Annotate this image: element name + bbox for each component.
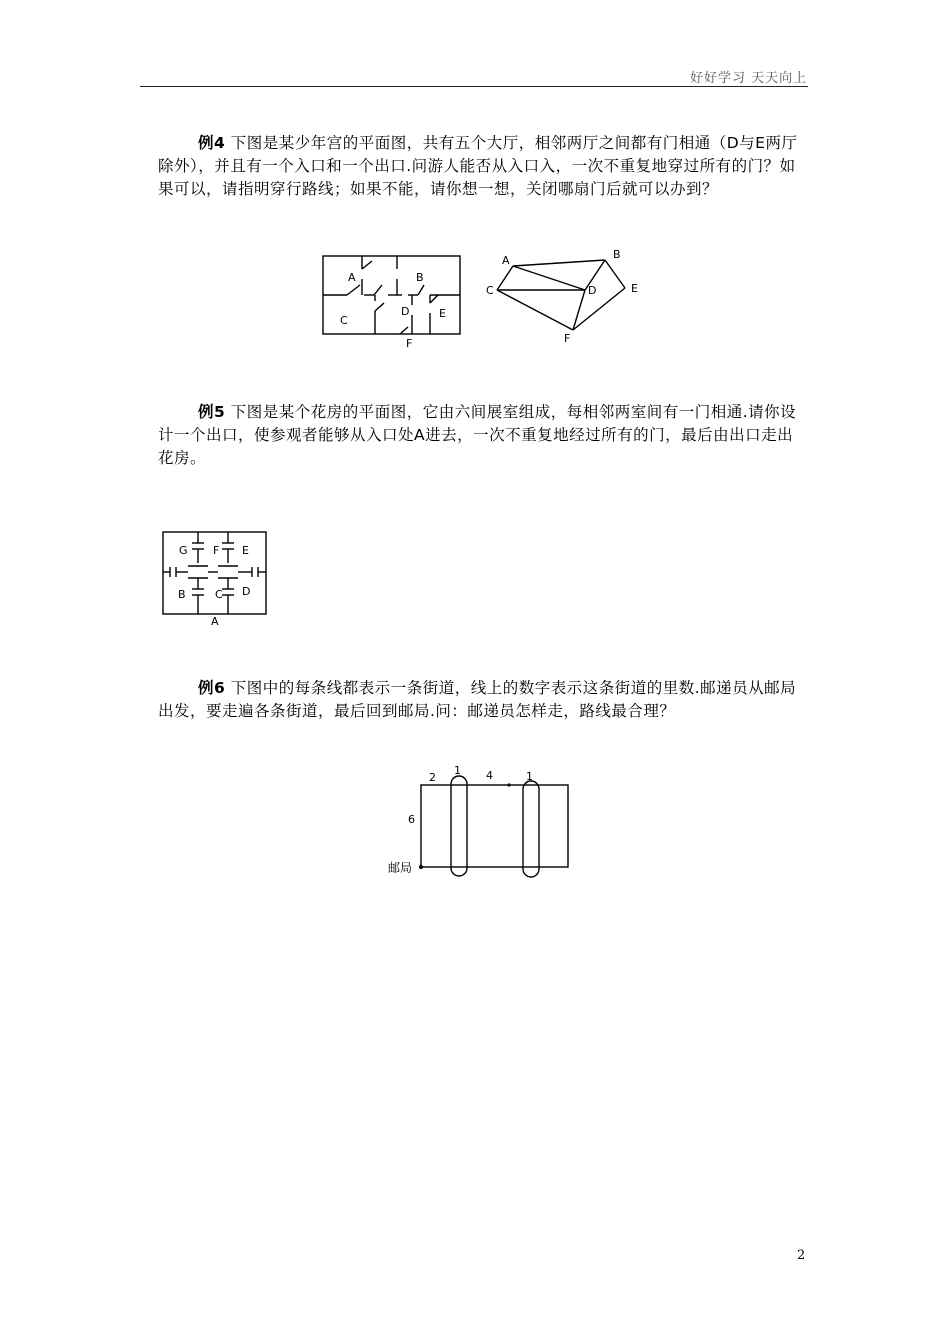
street-label-2: 2 [429,771,436,784]
plan-label-a: A [348,271,356,284]
flower-label-b: B [178,588,186,601]
flower-label-c: C [215,588,223,601]
street-label-1-right: 1 [526,770,533,783]
flower-label-a: A [211,615,219,628]
example-5-body: 下图是某个花房的平面图，它由六间展室组成，每相邻两室间有一门相通.请你设计一个出口，使参观者能够从入口处A进去，一次不重复地经过所有的门，最后由出口走出花房。 [158,403,797,467]
plan-label-f: F [406,337,413,350]
header-text: 好好学习 天天向上 [690,71,808,86]
flower-house-floor-plan [162,531,272,627]
post-office-dot [419,865,423,869]
youth-palace-floor-plan [322,255,462,350]
example-4-text [158,132,808,201]
street-label-6: 6 [408,813,415,826]
example-5-text [158,401,808,470]
graph-label-a: A [502,254,510,267]
graph-label-c: C [486,284,494,297]
example-6-label: 例6 [198,679,226,697]
example-5-label: 例5 [198,403,226,421]
street-label-1-left: 1 [454,764,461,777]
graph-label-f: F [564,332,571,345]
post-office-label: 邮局 [388,861,413,875]
example-6-text [158,677,808,723]
example-4-label: 例4 [198,134,226,152]
plan-label-d: D [401,305,410,318]
street-label-4: 4 [486,769,493,782]
plan-label-b: B [416,271,424,284]
plan-label-c: C [340,314,348,327]
street-map [385,765,575,880]
flower-label-d: D [242,585,251,598]
flower-label-e: E [242,544,249,557]
flower-label-g: G [179,544,188,557]
graph-label-e: E [631,282,638,295]
junction-dot [507,783,510,786]
youth-palace-graph [485,248,645,348]
graph-label-d: D [588,284,597,297]
plan-label-e: E [439,307,446,320]
page-number: 2 [797,1248,806,1263]
graph-label-b: B [613,248,621,261]
header-rule [140,86,808,87]
example-6-body: 下图中的每条线都表示一条街道，线上的数字表示这条街道的里数.邮递员从邮局出发，要走遍各条街道，最后回到邮局.问：邮递员怎样走，路线最合理？ [158,679,797,720]
flower-label-f: F [213,544,220,557]
example-4-body: 下图是某少年宫的平面图，共有五个大厅，相邻两厅之间都有门相通（D与E两厅除外），并且有一个入口和一个出口.问游人能否从入口入，一次不重复地穿过所有的门？如果可以，请指明穿行路线；如果不能，请你想一想，关闭哪扇门后就可以办到？ [158,134,798,198]
